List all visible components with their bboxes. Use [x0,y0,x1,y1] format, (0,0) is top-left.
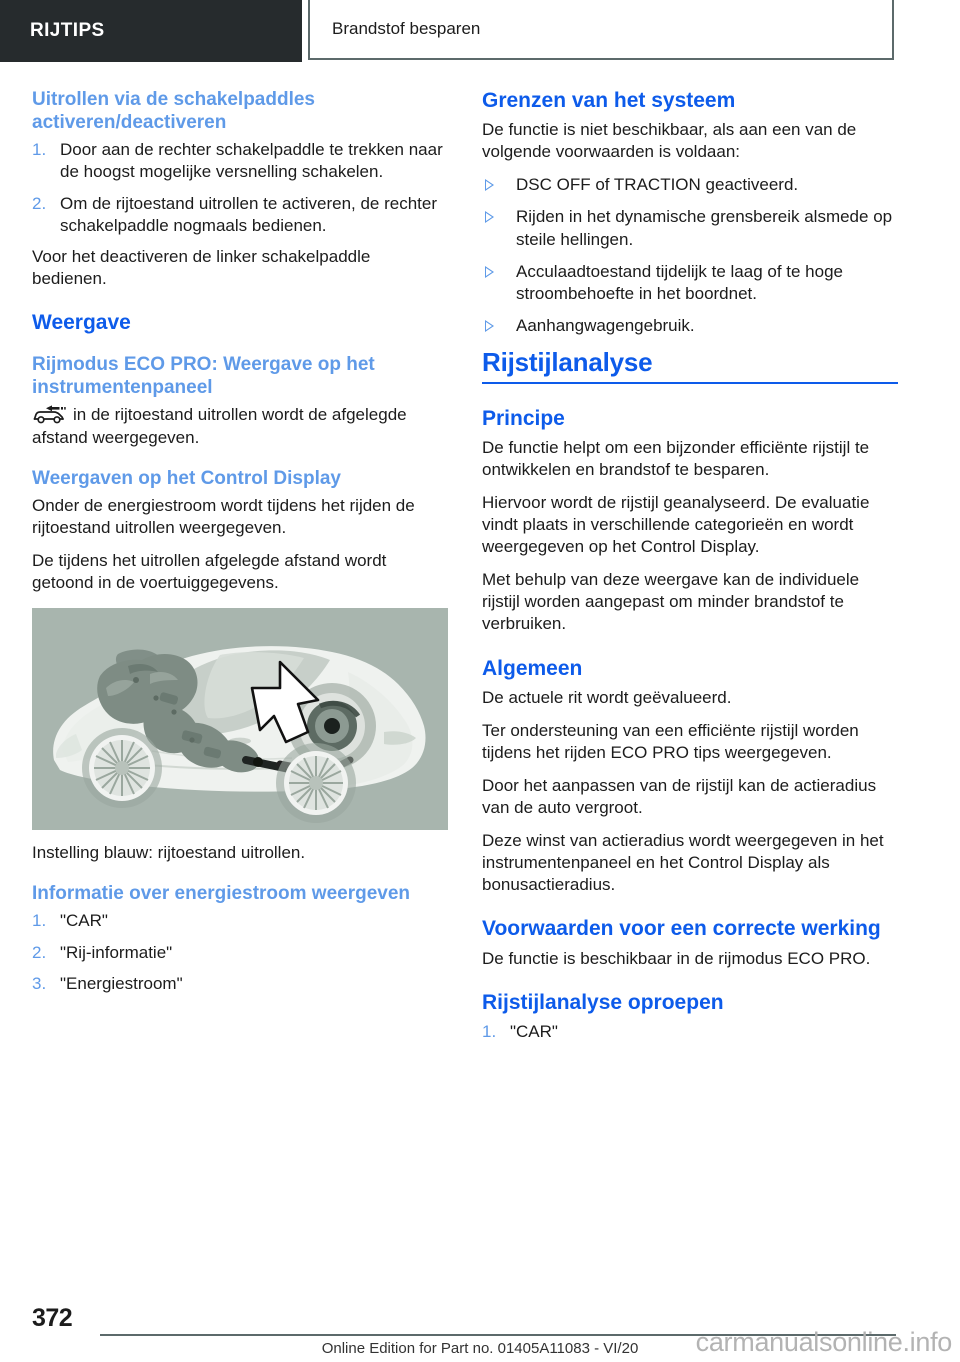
heading-rijstijlanalyse-oproepen: Rijstijlanalyse oproepen [482,990,724,1014]
list-item [482,174,898,196]
principe-paragraph-1: De functie helpt om een bijzonder efficiënte rijstijl te ontwikkelen en brandstof te besparen. [482,437,870,479]
heading-algemeen: Algemeen [482,656,583,680]
algemeen-paragraph-2: Ter ondersteuning van een efficiënte rijstijl worden tijdens het rijden ECO PRO tips weergegeven. [482,720,859,762]
breadcrumb-label: Brandstof besparen [332,19,481,38]
breadcrumb[interactable] [308,0,894,60]
paddles-note: Voor het deactiveren de linker schakelpaddle bedienen. [32,246,371,288]
list-item-text: "Rij-informatie" [60,942,173,962]
heading-rijmodus-eco-pro: Rijmodus ECO PRO: Weergave op het instrumentenpaneel [32,354,375,399]
principe-paragraph-3: Met behulp van deze weergave kan de individuele rijstijl worden aangepast om minder brandstof te verbruiken. [482,570,860,634]
watermark: carmanualsonline.info [695,1327,952,1357]
heading-control-display: Weergaven op het Control Display [32,467,341,489]
voorwaarden-paragraph: De functie is beschikbaar in de rijmodus ECO PRO. [482,948,871,968]
list-item [482,315,898,337]
page-header [0,0,960,68]
grenzen-bullet-list [482,174,898,337]
list-item-text: DSC OFF of TRACTION geactiveerd. [516,175,799,195]
list-item [482,261,898,305]
list-item-text: Aanhangwagengebruik. [516,315,695,335]
car-coasting-icon [32,405,66,424]
list-item-text: "CAR" [60,911,108,931]
list-item [482,1021,898,1043]
list-item-text: Om de rijtoestand uitrollen te activeren, de rechter schakelpaddle nogmaals bedienen. [60,193,438,235]
list-item-text: Door aan de rechter schakelpaddle te trekken naar de hoogst mogelijke versnelling schakelen. [60,140,443,182]
car-drivetrain-illustration [32,608,448,830]
left-column [32,88,448,1004]
heading-weergave: Weergave [32,310,131,334]
list-item [32,973,448,995]
page-title-rijstijlanalyse: Rijstijlanalyse [482,346,653,377]
list-marker: 1. [32,140,47,160]
energiestroom-step-list [32,910,448,994]
triangle-bullet-icon [485,266,494,278]
rijmodus-paragraph [32,404,448,448]
list-marker: 2. [32,942,47,962]
control-display-paragraph-1: Onder de energiestroom wordt tijdens het rijden de rijtoestand uitrollen weergegeven. [32,495,415,537]
heading-uitrollen-paddles: Uitrollen via de schakelpaddles activeren/deactiveren [32,89,315,134]
list-marker: 1. [482,1021,497,1041]
list-item [32,942,448,964]
control-display-paragraph-2: De tijdens het uitrollen afgelegde afstand wordt getoond in de voertuiggegevens. [32,550,387,593]
list-item [32,910,448,932]
list-marker: 2. [32,193,47,213]
section-tab-label: RIJTIPS [30,20,105,41]
heading-voorwaarden: Voorwaarden voor een correcte werking [482,917,881,941]
grenzen-intro: De functie is niet beschikbaar, als aan een van de volgende voorwaarden is voldaan: [482,120,857,162]
list-item-text: Rijden in het dynamische grensbereik alsmede op steile hellingen. [516,207,893,249]
rijmodus-text: in de rijtoestand uitrollen wordt de afgelegde afstand weergegeven. [32,405,407,447]
triangle-bullet-icon [485,179,494,191]
list-item-text: "CAR" [510,1021,558,1041]
section-divider [482,382,898,384]
heading-informatie-energiestroom: Informatie over energiestroom weergeven [32,883,411,905]
list-item [32,139,448,183]
list-item [32,193,448,237]
list-item [482,206,898,250]
list-item-text: "Energiestroom" [60,973,183,993]
algemeen-paragraph-1: De actuele rit wordt geëvalueerd. [482,687,732,707]
paddles-step-list [32,139,448,236]
heading-grenzen-systeem: Grenzen van het systeem [482,89,736,112]
algemeen-paragraph-3: Door het aanpassen van de rijstijl kan de actieradius van de auto vergroot. [482,776,877,818]
page-number: 372 [32,1304,73,1332]
list-item-text: Acculaadtoestand tijdelijk te laag of te hoge stroombehoefte in het boordnet. [516,261,844,303]
triangle-bullet-icon [485,211,494,223]
list-marker: 3. [32,973,47,993]
figure-caption: Instelling blauw: rijtoestand uitrollen. [32,843,306,863]
right-column [482,88,898,1052]
algemeen-paragraph-4: Deze winst van actieradius wordt weergegeven in het instrumentenpaneel en het Control Display als bonusactieradius. [482,831,884,895]
principe-paragraph-2: Hiervoor wordt de rijstijl geanalyseerd. De evaluatie vindt plaats in verschillende categorieën en wordt weergegeven op het Control Display. [482,492,870,557]
heading-principe: Principe [482,406,565,430]
oproepen-step-list [482,1021,898,1043]
footer-edition-text: Online Edition for Part no. 01405A11083 - VI/20 [321,1340,639,1357]
triangle-bullet-icon [485,320,494,332]
section-tab[interactable] [0,0,302,62]
list-marker: 1. [32,911,47,931]
